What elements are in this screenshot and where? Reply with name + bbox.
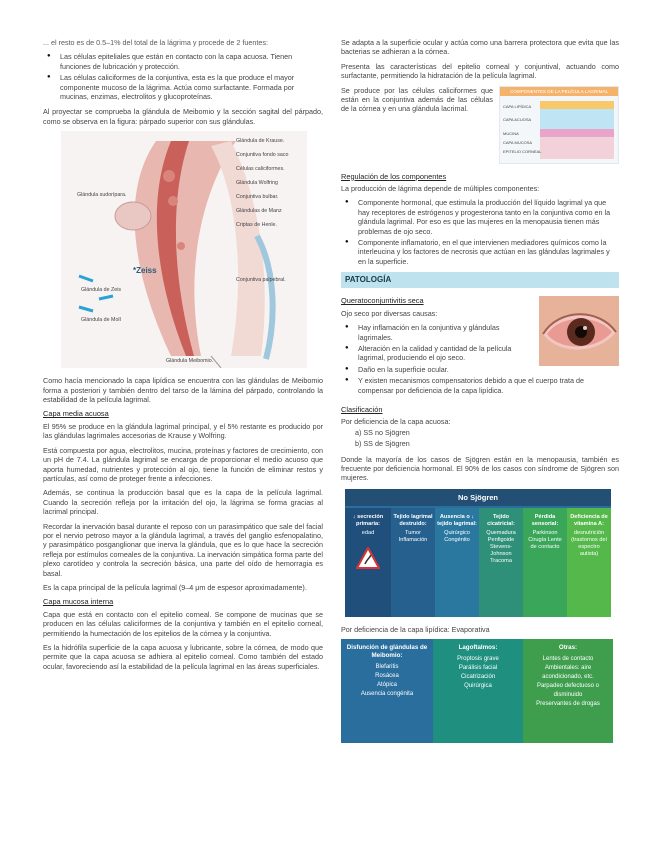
mucin-layer-band	[540, 129, 614, 137]
list-item: ● Las células epiteliales que están en contacto con la capa acuosa. Tienen funciones de lubricación y protección.	[60, 52, 323, 71]
list-item: b) SS de Sjögren	[355, 439, 410, 449]
figure-label: *Zeiss	[133, 266, 157, 276]
aqueous-layer-band	[540, 109, 614, 129]
heading-clasificacion: Clasificación	[341, 404, 383, 414]
list-item: ● Las células caliciformes de la conjuntiva, esta es la que produce el mayor componente mucoso de la lágrima. Actúa como surfactante. Formada por mucinas, enzimas, electrolitos y glucoproteínas.	[60, 73, 323, 101]
eyelid-cross-section-image	[61, 131, 307, 368]
paragraph: Presenta las características del epitelio corneal y conjuntival, actuando como surfactante, permitiendo la hidratación de la película lagrimal.	[341, 61, 619, 81]
lipid-column-head: Otras:	[558, 644, 578, 652]
tear-label: CAPA LIPÍDICA	[503, 103, 532, 109]
tear-film-diagram	[499, 86, 619, 164]
paragraph: Además, se continua la producción basal que es la capa de la película lagrimal. Cuando la secreción refleja por la irritación del ojo, la lágrima se forma gracias al lacrimal principal.	[43, 488, 323, 517]
list-item: ● Y existen mecanismos compensatorios debido a que el cuerpo trata de compensar por deficiencia de la capa lipídica.	[358, 376, 619, 395]
sjogren-title: No Sjögren	[345, 489, 611, 506]
lipid-item: Parpadeo defectuoso o disminuido	[536, 683, 600, 699]
list-item: ● Componente inflamatorio, en el que intervienen mediadores químicos como la interleucina y los factores de necrosis que actúan en las glándulas lagrimales y en la superficie.	[358, 238, 619, 266]
figure-label: Conjuntiva fondo saco	[236, 152, 289, 159]
sjogren-column-body: Parkinson Cirugía Lente de contacto	[528, 529, 562, 550]
lipid-column-head: Lagoftalmos:	[458, 644, 498, 652]
paragraph: Recordar la inervación basal durante el reposo con un parasimpático que sale del facial por el nervio petroso mayor a la glándula lagrimal, a través del ganglio esfenopalatino, y parasimpático posganglionar que inerva la glándula, que es lo que hace la secreción refleja por estímulos corneales de la conjuntiva. La inervación simpática forma parte del plexo carotídeo y controla la secreción básica, una parte del oído de hemorragia es basal.	[43, 521, 323, 578]
list-item: ● Componente hormonal, que estimula la producción del líquido lagrimal ya que hay receptores de estrógenos y progesterona tanto en la conjuntiva como en la glándula lagrimal. Por eso es que las mujeres en la menopausia tienen más problemas de ojo seco.	[358, 198, 619, 236]
right-column	[341, 38, 619, 743]
lipid-item: Lentes de contacto	[542, 656, 594, 663]
sjogren-column	[479, 508, 523, 617]
lipid-column	[523, 639, 613, 743]
eyelid-anatomy-figure	[43, 131, 323, 368]
sjogren-column-body: desnutrición (trastornos del espectro autista)	[571, 529, 607, 557]
list-item: ● Hay inflamación en la conjuntiva y glándulas lagrimales.	[358, 323, 619, 342]
paragraph: Se produce por las células caliciformes que están en la conjuntiva además de las células de la córnea y en una glándula lacrimal.	[341, 85, 493, 114]
left-column	[43, 38, 323, 676]
paragraph: Al proyectar se comprueba la glándula de Meibomio y la sección sagital del párpado, como se observa en la figura: párpado superior con sus glándulas.	[43, 107, 323, 126]
figure-label: Glándula de Zeis	[81, 287, 122, 294]
lipid-item: Blefaritis	[375, 664, 399, 671]
heading-regulacion: Regulación de los componentes	[341, 171, 447, 181]
tear-film-figure	[499, 86, 619, 164]
lipid-item: Quirúrgica	[464, 683, 492, 690]
tear-label: EPITELIO CORNEAL	[503, 148, 542, 154]
sjogren-column	[435, 508, 479, 617]
lipid-item: Parálisis facial	[458, 665, 498, 672]
sjogren-column	[391, 508, 435, 617]
lipid-deficiency-infographic	[341, 639, 613, 743]
paragraph: Por deficiencia de la capa lipídica: Evaporativa	[341, 624, 490, 634]
sjogren-column-head: Deficiencia de vitamina A:	[570, 513, 608, 527]
sjogren-column-head: Pérdida sensorial:	[531, 513, 559, 527]
sjogren-column	[523, 508, 567, 617]
sjogren-column-body: edad	[361, 529, 375, 536]
sjogren-column-head: Ausencia o ↓ tejido lagrimal:	[437, 513, 477, 527]
no-sjogren-infographic	[345, 489, 611, 617]
figure-label: Conjuntiva bulbar.	[236, 194, 279, 201]
figure-label: Glándula Meibomio.	[166, 358, 214, 365]
paragraph: Como hacía mencionado la capa lipídica se encuentra con las glándulas de Meibomio forma a posteriori y también dentro del tarso de la lámina del párpado, controlando la estabilidad de la película lagrimal.	[43, 376, 323, 405]
warning-icon	[356, 547, 380, 569]
dry-eye-list	[341, 323, 619, 395]
figure-label: Glándula sudorípara.	[77, 192, 127, 199]
sjogren-column	[567, 508, 611, 617]
lipid-item: Preservantes de drogas	[536, 701, 600, 708]
lipid-item: Cicatrización	[460, 674, 496, 681]
paragraph: Ojo seco por diversas causas:	[341, 308, 438, 318]
tear-diagram-title: COMPONENTES DE LA PELÍCULA LAGRIMAL	[500, 87, 618, 96]
classification-list	[341, 428, 619, 449]
lipid-column	[341, 639, 433, 743]
paragraph: Donde la mayoría de los casos de Sjögren están en la menopausia, también es frecuente por deficiencia hormonal. El 90% de los casos con síndrome de Sjögren son mujeres.	[341, 454, 619, 483]
paragraph: Es la capa principal de la película lagrimal (9–4 μm de espesor aproximadamente).	[43, 582, 307, 592]
figure-label: Glándula Wolfring	[236, 180, 279, 187]
intro-text: ... el resto es de 0.5–1% del total de la lágrima y procede de 2 fuentes:	[43, 38, 268, 47]
sjogren-column-body: Quemadura Penfigoide Stevens-Johnson Tracoma	[486, 529, 516, 564]
paragraph: Está compuesta por agua, electrolitos, mucina, proteínas y factores de crecimiento, con un pH de 7.4. La glándula lagrimal se encarga de proporcionar el medio acuoso que aporta humedad, nutrientes y protección al ojo, tiene la función de eliminar restos y partículas, así como de proteger frente a infecciones.	[43, 445, 323, 483]
tear-label: MUCINA	[503, 130, 519, 136]
sjogren-column-body: Quirúrgico Congénito	[444, 529, 470, 543]
paragraph: Es la hidrófila superficie de la capa acuosa y lubricante, sobre la córnea, de modo que permite que la capa acuosa se adhiera al epitelio corneal. Como también del estado ocular, favoreciendo así la estabilidad de la película lagrimal en las áreas superficiales.	[43, 643, 323, 671]
lipid-item: Atópica	[376, 682, 397, 689]
heading-queratoconjuntivitis: Queratoconjuntivitis seca	[341, 296, 424, 306]
paragraph: El 95% se produce en la glándula lagrimal principal, y el 5% restante es producido por las glándulas lagrimales accesorias de Krause y Wolfring.	[43, 421, 323, 441]
sjogren-column-body: Tumor Inflamación	[398, 529, 428, 543]
figure-label: Glándulas de Manz	[236, 208, 282, 215]
lipid-column	[433, 639, 523, 743]
figure-label: Glándula de Krause.	[236, 138, 285, 145]
figure-label: Criptas de Henle.	[236, 222, 277, 229]
section-title-patologia: PATOLOGÍA	[341, 272, 619, 288]
figure-label: Glándula de Moll	[81, 317, 121, 324]
heading-capa-mucosa: Capa mucosa interna	[43, 597, 114, 607]
sjogren-column	[345, 508, 391, 617]
lipid-item: Ambientales: aire acondicionado, etc.	[542, 665, 594, 681]
sjogren-column-head: Tejido lagrimal destruido:	[393, 513, 433, 527]
lipid-item: Rosácea	[375, 673, 399, 680]
figure-label: Conjuntiva palpebral.	[236, 277, 286, 284]
paragraph: Capa que está en contacto con el epitelio corneal. Se compone de mucinas que se producen en las células caliciformes de la conjuntiva y también en el epitelio corneal, permitiendo la humectación de los epitelios de la córnea y la conjuntiva.	[43, 609, 323, 638]
mucin-sources-list	[43, 52, 323, 101]
tear-label: CAPA ACUOSA	[503, 116, 532, 122]
sjogren-column-head: ↓ secreción primaria:	[352, 513, 384, 527]
lipid-layer-band	[540, 101, 614, 109]
heading-capa-acuosa: Capa media acuosa	[43, 409, 109, 419]
list-item: ● Alteración en la calidad y cantidad de la película lagrimal, produciendo el ojo seco.	[358, 344, 619, 363]
list-item: a) SS no Sjögren	[355, 427, 410, 437]
lipid-item: Ausencia congénita	[360, 691, 414, 698]
tear-label: CAPA MUCOSA	[503, 139, 533, 145]
paragraph: La producción de lágrima depende de múltiples componentes:	[341, 184, 540, 194]
lipid-column-head: Disfunción de glándulas de Meibomio:	[346, 644, 428, 660]
epithelium-band	[540, 137, 614, 159]
lipid-item: Proptosis grave	[457, 656, 499, 663]
sjogren-column-head: Tejido cicatricial:	[487, 513, 515, 527]
regulation-list	[341, 198, 619, 266]
paragraph: Por deficiencia de la capa acuosa:	[341, 417, 451, 427]
list-item: ● Daño en la superficie ocular.	[358, 365, 619, 374]
figure-label: Células caliciformes.	[236, 166, 285, 173]
paragraph: Se adapta a la superficie ocular y actúa como una barrera protectora que evita que las bacterias se adhieran a la córnea.	[341, 38, 619, 57]
